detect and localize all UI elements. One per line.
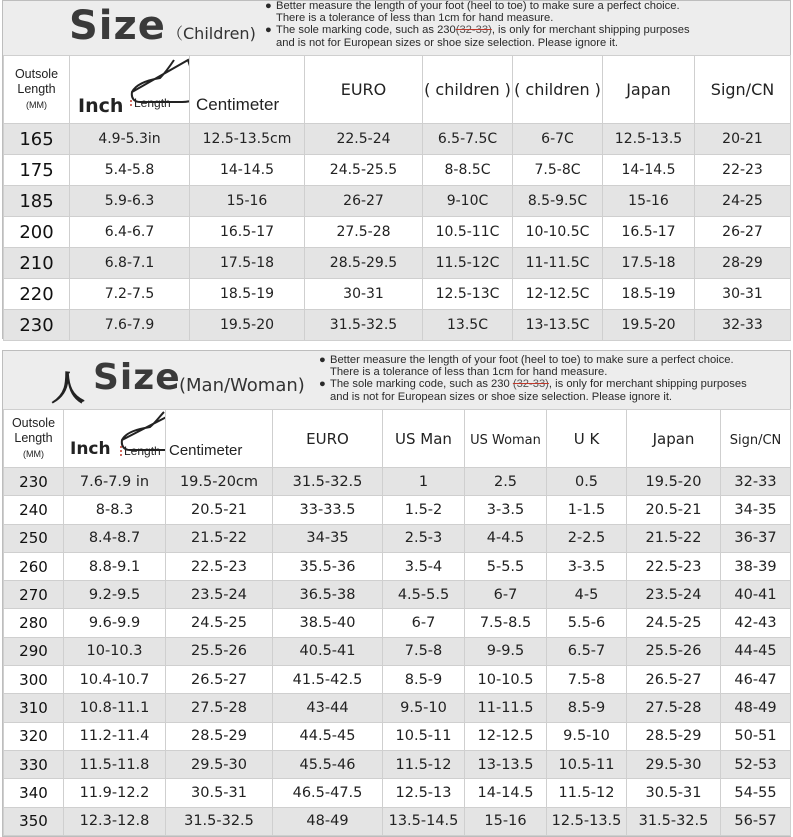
size-cell: 31.5-32.5	[305, 310, 423, 341]
size-cell: 26.5-27	[166, 666, 273, 694]
header-mm-text: (MM)	[23, 448, 44, 459]
outsole-length-cell: 185	[4, 186, 70, 217]
size-cell: 10-10.5	[465, 666, 547, 694]
size-cell: 8.5-9	[547, 694, 627, 722]
size-cell: 1.5-2	[383, 496, 465, 524]
header-euro-text: EURO	[306, 430, 349, 448]
bullet-icon: ●	[319, 378, 326, 391]
header-us-woman-text: US Woman	[470, 433, 541, 448]
size-cell: 28.5-29	[166, 722, 273, 750]
adult-header-row	[4, 410, 791, 468]
adult-size-title: Size	[93, 357, 181, 398]
size-cell: 44-45	[721, 637, 791, 665]
size-cell: 33-33.5	[273, 496, 383, 524]
size-cell: 45.5-46	[273, 750, 383, 778]
note-line-2: There is a tolerance of less than 1cm for hand measure.	[276, 12, 554, 25]
size-cell: 35.5-36	[273, 552, 383, 580]
header-inch	[70, 56, 190, 124]
table-row	[4, 124, 791, 155]
size-cell: 0.5	[547, 468, 627, 496]
size-cell: 15-16	[190, 186, 305, 217]
size-cell: 11.9-12.2	[64, 779, 166, 807]
outsole-length-cell: 230	[4, 310, 70, 341]
header-us-woman	[465, 410, 547, 468]
size-cell: 12.5-13	[383, 779, 465, 807]
size-cell: 15-16	[465, 807, 547, 835]
header-inch-text: Inch	[78, 95, 124, 117]
size-cell: 36-37	[721, 524, 791, 552]
table-row	[4, 750, 791, 778]
size-cell: 31.5-32.5	[166, 807, 273, 835]
size-cell: 29.5-30	[166, 750, 273, 778]
size-cell: 10.5-11C	[423, 217, 513, 248]
size-cell: 19.5-20cm	[166, 468, 273, 496]
header-euro-text: EURO	[340, 80, 387, 99]
size-cell: 21.5-22	[166, 524, 273, 552]
size-cell: 14-14.5	[190, 155, 305, 186]
table-row	[4, 217, 791, 248]
size-cell: 16.5-17	[603, 217, 695, 248]
table-row	[4, 722, 791, 750]
size-cell: 25.5-26	[166, 637, 273, 665]
note-line-3-post: , is only for merchant shipping purposes	[548, 378, 747, 391]
size-cell: 50-51	[721, 722, 791, 750]
header-length-text: Length	[17, 81, 56, 96]
note-line-4: and is not for European sizes or shoe size selection. Please ignore it.	[330, 390, 673, 403]
table-row	[4, 310, 791, 341]
size-cell: 11.5-11.8	[64, 750, 166, 778]
header-children-b-text: ( children )	[514, 80, 601, 99]
table-row	[4, 248, 791, 279]
size-cell: 12.5-13.5	[603, 124, 695, 155]
header-inch-text: Inch	[70, 439, 111, 459]
outsole-length-cell: 310	[4, 694, 64, 722]
header-euro	[305, 56, 423, 124]
size-cell: 1-1.5	[547, 496, 627, 524]
size-cell: 34-35	[721, 496, 791, 524]
size-cell: 10-10.3	[64, 637, 166, 665]
size-cell: 11.5-12	[383, 750, 465, 778]
size-cell: 13-13.5C	[513, 310, 603, 341]
size-cell: 20.5-21	[627, 496, 721, 524]
note-line-3-strike: (32-33)	[512, 378, 549, 391]
size-cell: 18.5-19	[603, 279, 695, 310]
outsole-length-cell: 320	[4, 722, 64, 750]
size-cell: 5.5-6	[547, 609, 627, 637]
size-cell: 12.5-13C	[423, 279, 513, 310]
size-cell: 28-29	[695, 248, 791, 279]
size-cell: 4-5	[547, 581, 627, 609]
header-us-man	[383, 410, 465, 468]
size-cell: 38-39	[721, 552, 791, 580]
header-outsole-length	[4, 56, 70, 124]
size-cell: 25.5-26	[627, 637, 721, 665]
header-centimeter-text: Centimeter	[196, 95, 280, 114]
size-cell: 6-7	[465, 581, 547, 609]
size-cell: 22.5-23	[627, 552, 721, 580]
size-cell: 17.5-18	[603, 248, 695, 279]
note-line-1: Better measure the length of your foot (heel to toe) to make sure a perfect choice.	[330, 354, 734, 366]
children-size-table	[3, 55, 791, 341]
size-cell: 27.5-28	[166, 694, 273, 722]
size-cell: 30-31	[305, 279, 423, 310]
table-row	[4, 524, 791, 552]
size-cell: 17.5-18	[190, 248, 305, 279]
size-cell: 6.5-7	[547, 637, 627, 665]
size-cell: 34-35	[273, 524, 383, 552]
children-size-title: Size	[69, 3, 166, 49]
outsole-length-cell: 250	[4, 524, 64, 552]
size-cell: 4.9-5.3in	[70, 124, 190, 155]
outsole-length-cell: 210	[4, 248, 70, 279]
size-cell: 6.4-6.7	[70, 217, 190, 248]
children-chart-header	[3, 1, 790, 56]
size-cell: 26-27	[695, 217, 791, 248]
size-cell: 11.5-12C	[423, 248, 513, 279]
size-cell: 5.4-5.8	[70, 155, 190, 186]
table-row	[4, 552, 791, 580]
table-row	[4, 666, 791, 694]
size-cell: 4-4.5	[465, 524, 547, 552]
bullet-icon: ●	[265, 0, 272, 12]
size-cell: 20-21	[695, 124, 791, 155]
size-cell: 9.6-9.9	[64, 609, 166, 637]
outsole-length-cell: 175	[4, 155, 70, 186]
size-cell: 22.5-24	[305, 124, 423, 155]
size-cell: 6-7C	[513, 124, 603, 155]
adult-table-body	[4, 468, 791, 836]
header-children-a-text: ( children )	[424, 80, 511, 99]
size-cell: 8-8.3	[64, 496, 166, 524]
size-cell: 54-55	[721, 779, 791, 807]
size-cell: 32-33	[721, 468, 791, 496]
size-cell: 48-49	[721, 694, 791, 722]
size-cell: 27.5-28	[305, 217, 423, 248]
header-euro	[273, 410, 383, 468]
size-cell: 7.5-8	[547, 666, 627, 694]
adult-chart-header	[3, 351, 790, 410]
size-cell: 46.5-47.5	[273, 779, 383, 807]
size-cell: 12.3-12.8	[64, 807, 166, 835]
children-header-row	[4, 56, 791, 124]
note-line-2: There is a tolerance of less than 1cm for hand measure.	[330, 366, 608, 379]
size-cell: 9.5-10	[547, 722, 627, 750]
size-cell: 52-53	[721, 750, 791, 778]
outsole-length-cell: 350	[4, 807, 64, 835]
table-row	[4, 581, 791, 609]
size-cell: 29.5-30	[627, 750, 721, 778]
header-uk-text: U K	[573, 430, 600, 448]
size-cell: 23.5-24	[166, 581, 273, 609]
size-cell: 7.5-8.5	[465, 609, 547, 637]
outsole-length-cell: 290	[4, 637, 64, 665]
header-sign-cn-text: Sign/CN	[729, 433, 782, 448]
size-cell: 24.5-25	[166, 609, 273, 637]
note-line-3-pre: The sole marking code, such as 230	[330, 378, 513, 391]
table-row	[4, 468, 791, 496]
size-cell: 9-10C	[423, 186, 513, 217]
size-cell: 12-12.5	[465, 722, 547, 750]
size-cell: 26-27	[305, 186, 423, 217]
header-centimeter-text: Centimeter	[169, 442, 243, 459]
table-row	[4, 637, 791, 665]
size-cell: 38.5-40	[273, 609, 383, 637]
note-line-3-strike: (32-33)	[455, 24, 492, 37]
size-cell: 12.5-13.5cm	[190, 124, 305, 155]
header-uk	[547, 410, 627, 468]
size-cell: 9.2-9.5	[64, 581, 166, 609]
size-cell: 8-8.5C	[423, 155, 513, 186]
size-cell: 7.5-8C	[513, 155, 603, 186]
size-cell: 10-10.5C	[513, 217, 603, 248]
size-cell: 19.5-20	[627, 468, 721, 496]
size-cell: 21.5-22	[627, 524, 721, 552]
size-cell: 36.5-38	[273, 581, 383, 609]
header-outsole-text: Outsole	[14, 66, 59, 81]
size-cell: 30.5-31	[627, 779, 721, 807]
table-row	[4, 807, 791, 835]
header-japan	[603, 56, 695, 124]
size-cell: 42-43	[721, 609, 791, 637]
outsole-length-cell: 240	[4, 496, 64, 524]
size-cell: 24-25	[695, 186, 791, 217]
header-centimeter	[166, 410, 273, 468]
header-outsole-length	[4, 410, 64, 468]
size-cell: 31.5-32.5	[273, 468, 383, 496]
size-cell: 23.5-24	[627, 581, 721, 609]
table-row	[4, 694, 791, 722]
person-icon: 人	[51, 369, 85, 409]
header-children-b	[513, 56, 603, 124]
outsole-length-cell: 300	[4, 666, 64, 694]
table-row	[4, 496, 791, 524]
size-cell: 7.5-8	[383, 637, 465, 665]
size-cell: 40-41	[721, 581, 791, 609]
note-line-1: Better measure the length of your foot (heel to toe) to make sure a perfect choice.	[276, 0, 680, 12]
bullet-icon: ●	[319, 354, 326, 366]
size-cell: 11-11.5	[465, 694, 547, 722]
header-japan-text: Japan	[626, 80, 671, 99]
header-japan	[627, 410, 721, 468]
size-cell: 11-11.5C	[513, 248, 603, 279]
size-cell: 10.5-11	[547, 750, 627, 778]
adult-measure-notes	[319, 354, 789, 403]
size-cell: 28.5-29.5	[305, 248, 423, 279]
size-cell: 15-16	[603, 186, 695, 217]
header-sign-cn-text: Sign/CN	[710, 80, 775, 99]
outsole-length-cell: 270	[4, 581, 64, 609]
header-length-text: Length	[14, 430, 53, 445]
size-cell: 13-13.5	[465, 750, 547, 778]
size-cell: 31.5-32.5	[627, 807, 721, 835]
children-size-chart	[2, 0, 791, 339]
size-cell: 19.5-20	[603, 310, 695, 341]
outsole-length-cell: 230	[4, 468, 64, 496]
size-cell: 4.5-5.5	[383, 581, 465, 609]
size-cell: 6.8-7.1	[70, 248, 190, 279]
table-row	[4, 279, 791, 310]
size-cell: 10.8-11.1	[64, 694, 166, 722]
size-cell: 5-5.5	[465, 552, 547, 580]
size-cell: 24.5-25	[627, 609, 721, 637]
size-cell: 8.5-9.5C	[513, 186, 603, 217]
size-cell: 5.9-6.3	[70, 186, 190, 217]
table-row	[4, 155, 791, 186]
size-cell: 7.2-7.5	[70, 279, 190, 310]
size-cell: 30-31	[695, 279, 791, 310]
header-inch	[64, 410, 166, 468]
size-cell: 8.8-9.1	[64, 552, 166, 580]
size-cell: 18.5-19	[190, 279, 305, 310]
outsole-length-cell: 330	[4, 750, 64, 778]
outsole-length-cell: 220	[4, 279, 70, 310]
outsole-length-cell: 260	[4, 552, 64, 580]
size-cell: 7.6-7.9	[70, 310, 190, 341]
size-cell: 46-47	[721, 666, 791, 694]
size-cell: 8.4-8.7	[64, 524, 166, 552]
size-cell: 44.5-45	[273, 722, 383, 750]
size-cell: 22.5-23	[166, 552, 273, 580]
size-cell: 2.5-3	[383, 524, 465, 552]
header-japan-text: Japan	[652, 430, 695, 448]
header-centimeter	[190, 56, 305, 124]
size-cell: 28.5-29	[627, 722, 721, 750]
adult-size-table	[3, 409, 791, 836]
size-cell: 56-57	[721, 807, 791, 835]
outsole-length-cell: 200	[4, 217, 70, 248]
note-line-4: and is not for European sizes or shoe size selection. Please ignore it.	[276, 36, 619, 49]
children-table-body	[4, 124, 791, 341]
size-cell: 30.5-31	[166, 779, 273, 807]
size-cell: 41.5-42.5	[273, 666, 383, 694]
size-cell: 27.5-28	[627, 694, 721, 722]
size-cell: 43-44	[273, 694, 383, 722]
size-cell: 9.5-10	[383, 694, 465, 722]
size-cell: 10.5-11	[383, 722, 465, 750]
header-children-a	[423, 56, 513, 124]
header-length-label: Length	[124, 444, 161, 458]
size-cell: 14-14.5	[603, 155, 695, 186]
size-cell: 24.5-25.5	[305, 155, 423, 186]
table-row	[4, 609, 791, 637]
size-cell: 11.5-12	[547, 779, 627, 807]
header-length-label: Length	[134, 96, 171, 110]
header-mm-text: (MM)	[26, 99, 47, 110]
size-cell: 12.5-13.5	[547, 807, 627, 835]
table-row	[4, 779, 791, 807]
size-cell: 13.5C	[423, 310, 513, 341]
adult-size-chart	[2, 350, 791, 837]
size-cell: 26.5-27	[627, 666, 721, 694]
size-cell: 1	[383, 468, 465, 496]
size-cell: 8.5-9	[383, 666, 465, 694]
children-size-subtitle: （Children)	[167, 24, 256, 43]
note-line-3-pre: The sole marking code, such as	[276, 24, 438, 37]
size-cell: 11.2-11.4	[64, 722, 166, 750]
outsole-length-cell: 165	[4, 124, 70, 155]
size-cell: 2-2.5	[547, 524, 627, 552]
header-sign-cn	[721, 410, 791, 468]
size-cell: 3-3.5	[465, 496, 547, 524]
size-cell: 6.5-7.5C	[423, 124, 513, 155]
note-line-3-code: 230	[437, 24, 456, 37]
size-cell: 19.5-20	[190, 310, 305, 341]
size-cell: 3.5-4	[383, 552, 465, 580]
adult-size-subtitle: (Man/Woman)	[179, 375, 305, 396]
size-cell: 40.5-41	[273, 637, 383, 665]
size-cell: 3-3.5	[547, 552, 627, 580]
outsole-length-cell: 280	[4, 609, 64, 637]
outsole-length-cell: 340	[4, 779, 64, 807]
children-measure-notes	[265, 0, 790, 49]
table-row	[4, 186, 791, 217]
header-us-man-text: US Man	[395, 430, 452, 448]
size-cell: 32-33	[695, 310, 791, 341]
size-cell: 22-23	[695, 155, 791, 186]
size-cell: 2.5	[465, 468, 547, 496]
size-cell: 13.5-14.5	[383, 807, 465, 835]
size-cell: 7.6-7.9 in	[64, 468, 166, 496]
size-cell: 20.5-21	[166, 496, 273, 524]
note-line-3-post: , is only for merchant shipping purposes	[491, 24, 690, 37]
size-cell: 16.5-17	[190, 217, 305, 248]
size-cell: 9-9.5	[465, 637, 547, 665]
bullet-icon: ●	[265, 24, 272, 37]
size-cell: 12-12.5C	[513, 279, 603, 310]
header-sign-cn	[695, 56, 791, 124]
header-outsole-text: Outsole	[11, 415, 56, 430]
size-cell: 6-7	[383, 609, 465, 637]
size-cell: 48-49	[273, 807, 383, 835]
size-cell: 10.4-10.7	[64, 666, 166, 694]
size-cell: 14-14.5	[465, 779, 547, 807]
